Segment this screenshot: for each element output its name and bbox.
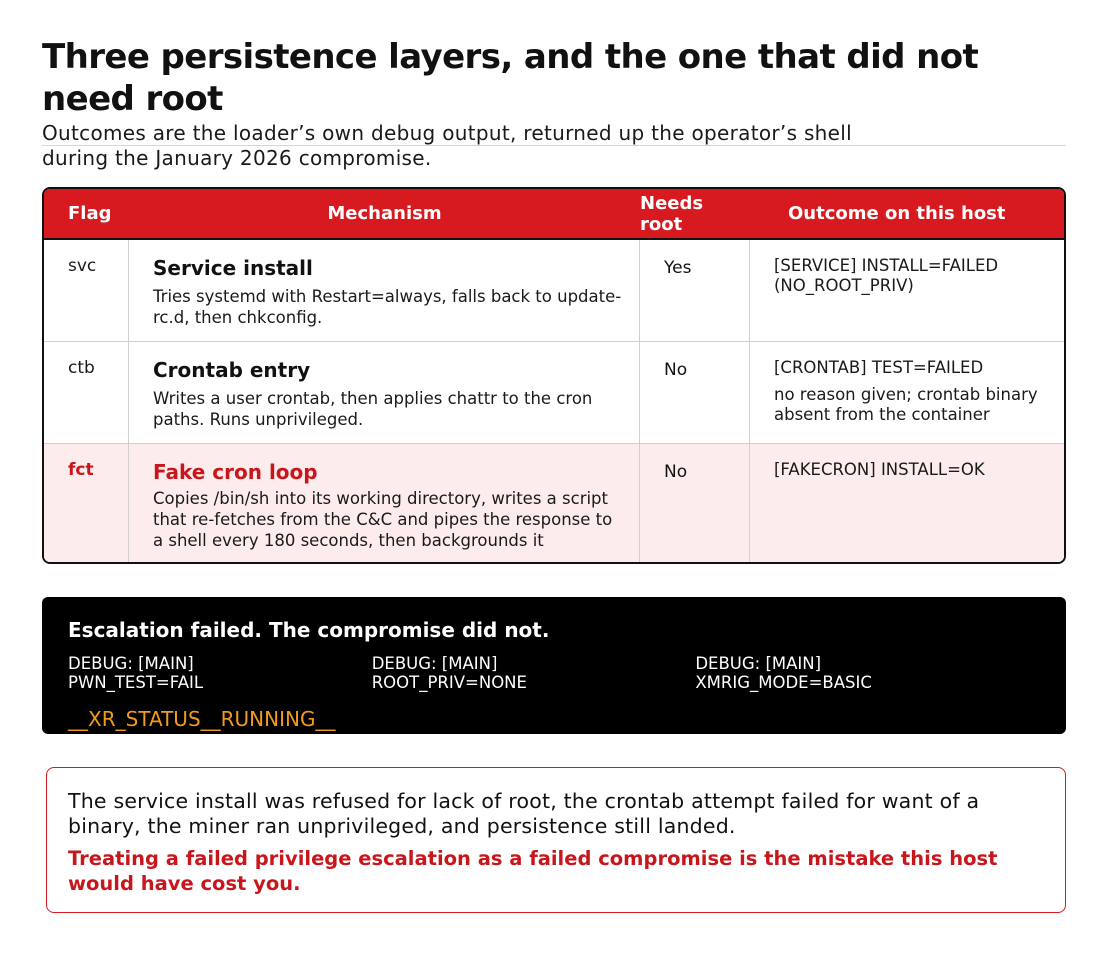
table-row-highlighted	[44, 444, 1064, 564]
outcome-value: [FAKECRON] INSTALL=OK	[774, 460, 985, 479]
summary-callout	[46, 767, 1066, 913]
callout-body: The service install was refused for lack of root, the crontab attempt failed for want of a binary, the miner ran unprivileged, and persistence still landed.	[68, 789, 980, 838]
outcome-value: [SERVICE] INSTALL=FAILED (NO_ROOT_PRIV)	[774, 256, 999, 295]
outcome-note: no reason given; crontab binary absent from the container	[774, 385, 1038, 424]
page-subtitle: Outcomes are the loader’s own debug output, returned up the operator’s shell during the January 2026 compromise.	[42, 121, 852, 170]
debug-title: Escalation failed. The compromise did not.	[68, 618, 550, 642]
needs-root-value: No	[640, 342, 750, 443]
callout-warning: Treating a failed privilege escalation as a failed compromise is the mistake this host would have cost you.	[68, 847, 998, 895]
mechanism-title: Fake cron loop	[153, 460, 318, 484]
debug-line: DEBUG: [MAIN] PWN_TEST=FAIL	[68, 654, 204, 692]
header-needs-root: Needs root	[640, 192, 704, 235]
needs-root-value: No	[640, 444, 750, 564]
table-header	[44, 189, 1064, 240]
debug-line: DEBUG: [MAIN] XMRIG_MODE=BASIC	[695, 654, 872, 692]
row-flag: fct	[68, 460, 94, 480]
mechanism-description: Tries systemd with Restart=always, falls back to update-rc.d, then chkconfig.	[153, 287, 622, 327]
table-row	[44, 342, 1064, 444]
debug-line: DEBUG: [MAIN] ROOT_PRIV=NONE	[371, 654, 527, 692]
persistence-table	[42, 187, 1066, 564]
table-row	[44, 240, 1064, 342]
row-flag: svc	[68, 256, 97, 276]
needs-root-value: Yes	[640, 240, 750, 341]
debug-output-panel	[42, 597, 1066, 734]
header	[42, 36, 1066, 171]
debug-lines	[68, 654, 1040, 692]
mechanism-description: Writes a user crontab, then applies chattr to the cron paths. Runs unprivileged.	[153, 389, 593, 429]
header-flag: Flag	[68, 203, 112, 224]
mechanism-title: Crontab entry	[153, 358, 311, 382]
divider	[42, 145, 1066, 146]
page-title: Three persistence layers, and the one that did not need root	[42, 37, 979, 119]
row-flag: ctb	[68, 358, 95, 378]
mechanism-title: Service install	[153, 256, 313, 280]
outcome-value: [CRONTAB] TEST=FAILED	[774, 358, 984, 377]
header-outcome: Outcome on this host	[788, 203, 1006, 224]
header-mechanism: Mechanism	[327, 203, 442, 224]
mechanism-description: Copies /bin/sh into its working directory, writes a script that re-fetches from the C&C and pipes the response to a shell every 180 seconds, then backgrounds it	[153, 489, 613, 550]
status-line: __XR_STATUS__RUNNING__	[68, 707, 336, 731]
